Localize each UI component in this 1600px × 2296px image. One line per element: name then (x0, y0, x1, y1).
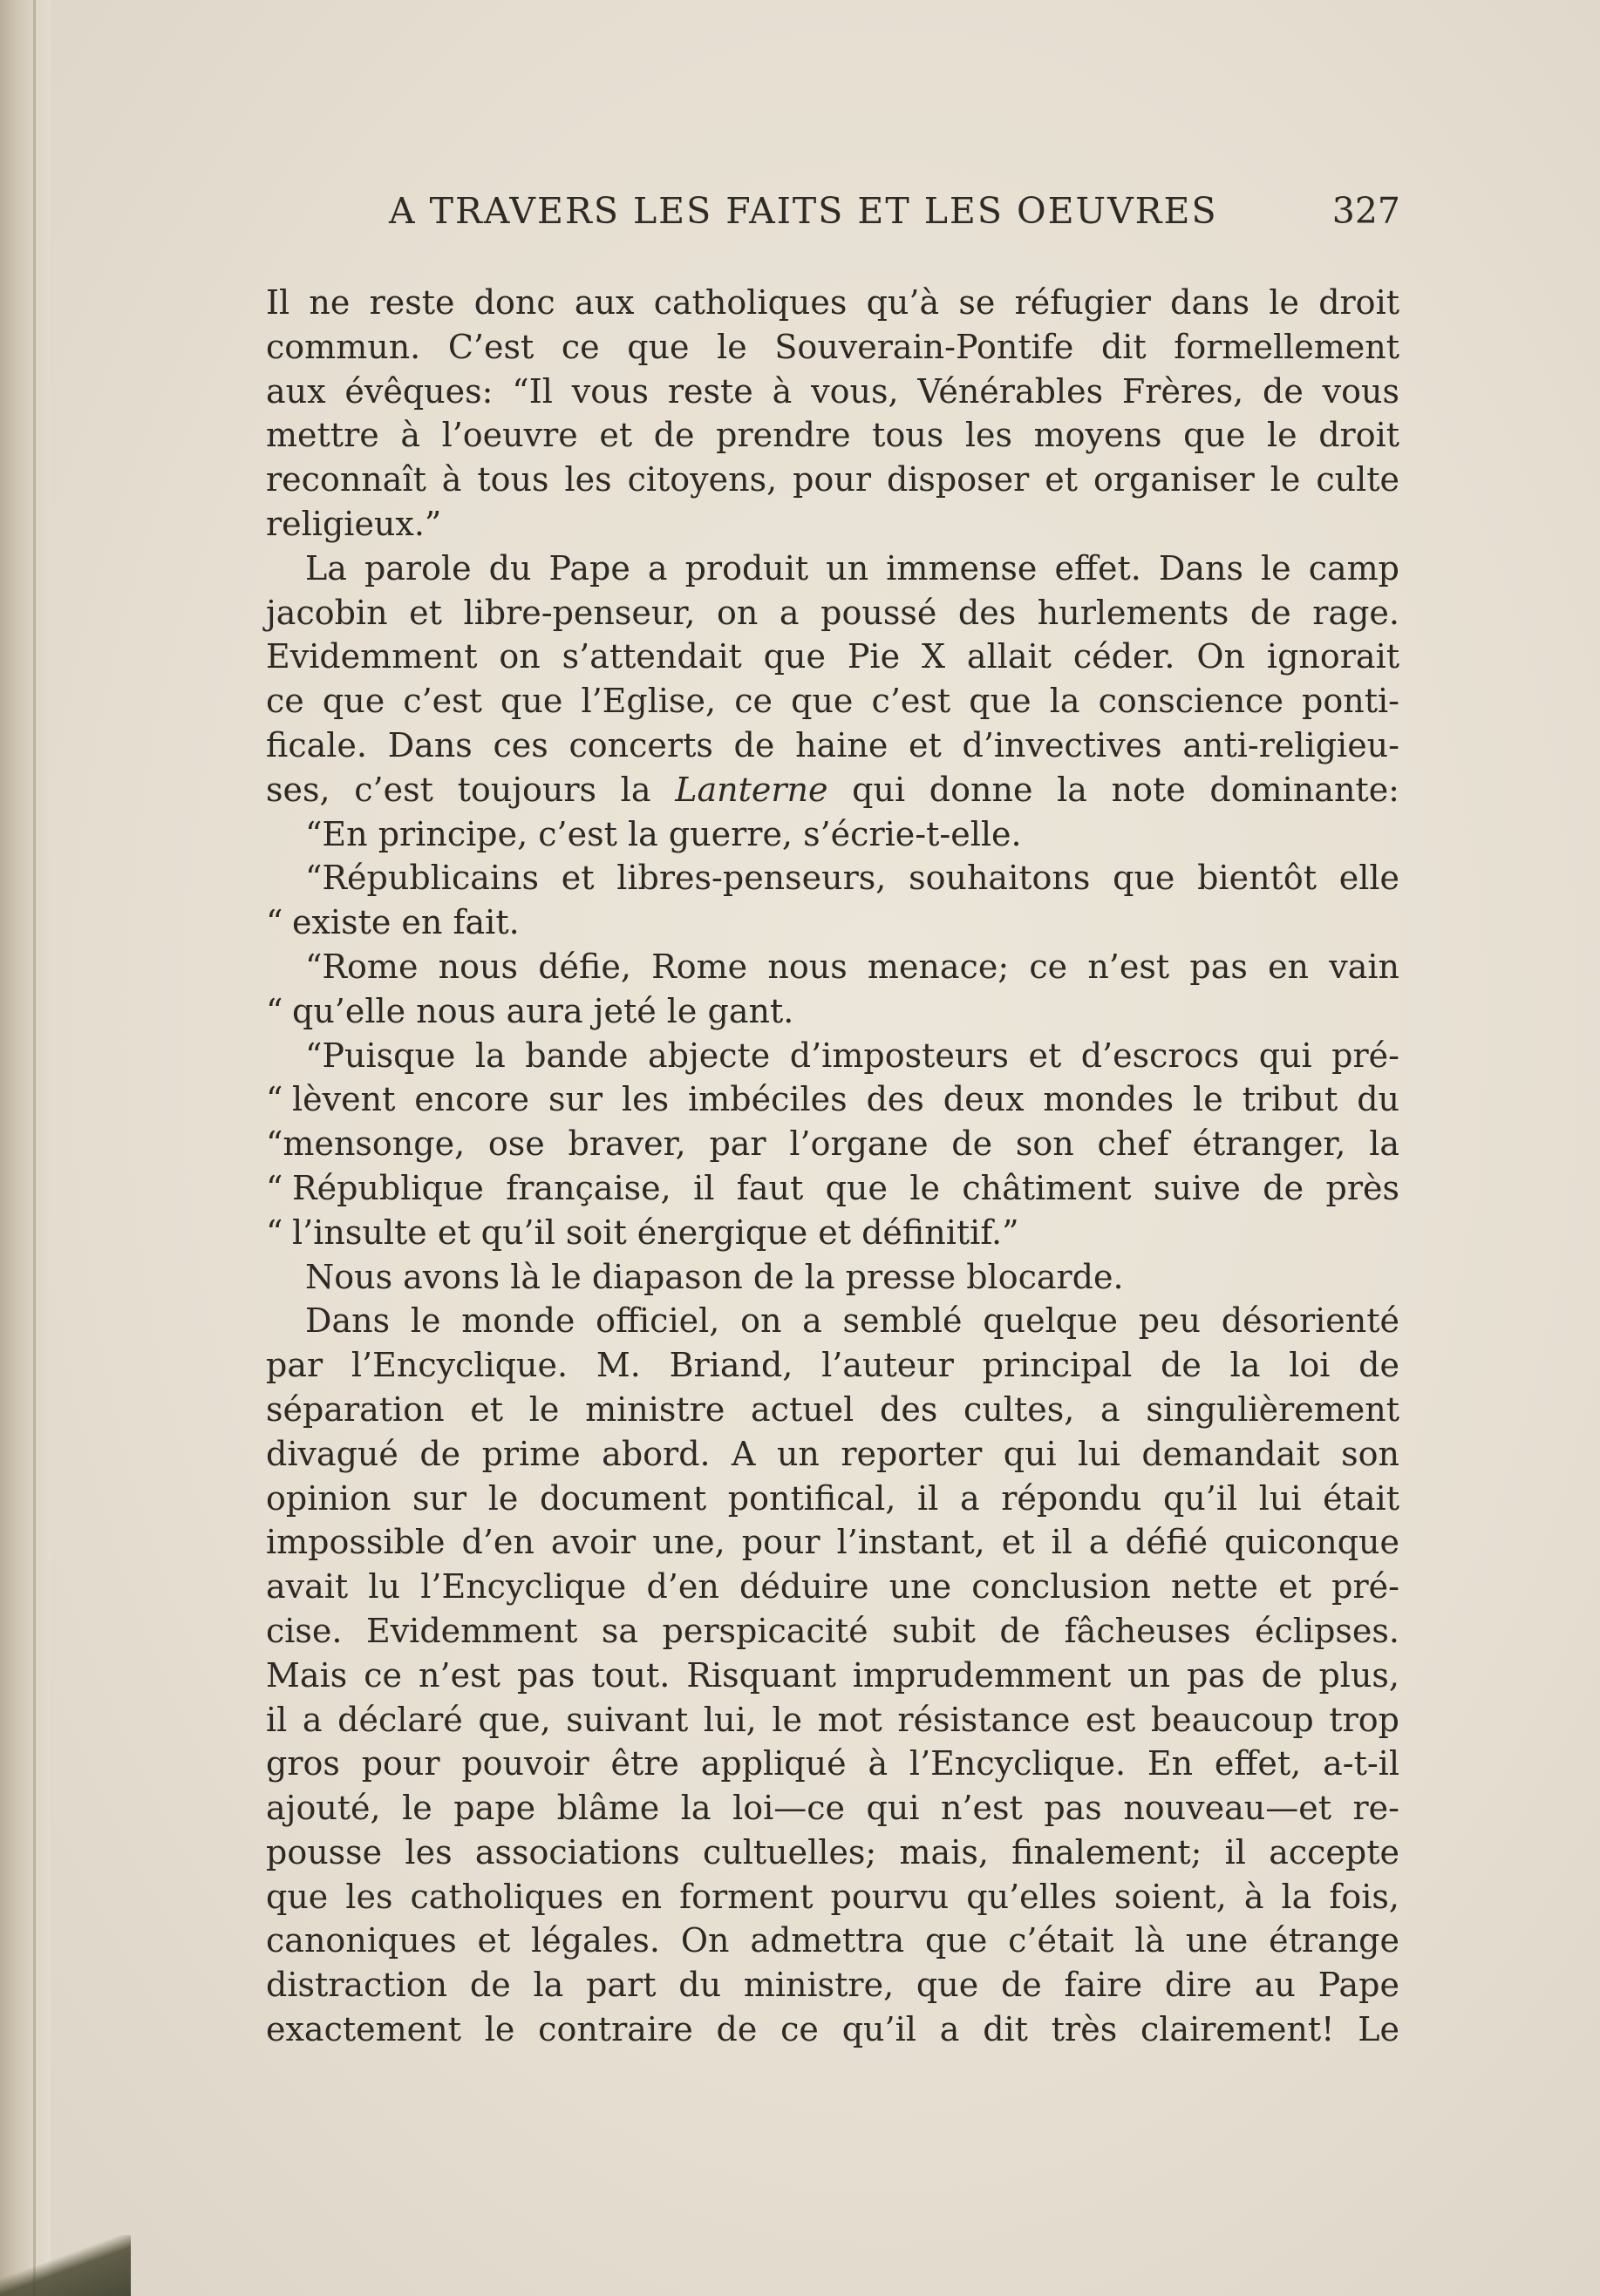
text-line: “mensonge, ose braver, par l’organe de son chef étranger, la (266, 1124, 1399, 1164)
text-line: distraction de la part du ministre, que de faire dire au Pape (266, 1966, 1399, 2005)
text-line: Nous avons là le diapason de la presse blocarde. (305, 1257, 1124, 1296)
text-line: jacobin et libre-penseur, on a poussé des hurlements de rage. (266, 593, 1399, 632)
text-line-composite (266, 1077, 1399, 1122)
text-line: ce que c’est que l’Eglise, ce que c’est que la conscience ponti- (266, 682, 1399, 721)
text-line-composite (266, 1166, 1399, 1211)
page-number: 327 (1331, 190, 1400, 232)
text-segment: qui donne la note dominante: (852, 770, 1399, 809)
text-line: “Rome nous défie, Rome nous menace; ce n’est pas en vain (305, 947, 1399, 986)
text-line-composite (266, 989, 1399, 1034)
text-line: “Puisque la bande abjecte d’imposteurs et d’escrocs qui pré- (305, 1036, 1399, 1075)
text-line: religieux.” (266, 504, 442, 543)
text-line: opinion sur le document pontifical, il a répondu qu’il lui était (266, 1478, 1399, 1518)
cover-corner (0, 2235, 131, 2296)
text-line: “Républicains et libres-penseurs, souhaitons que bientôt elle (305, 859, 1399, 898)
text-line: “En principe, c’est la guerre, s’écrie-t-elle. (305, 814, 1022, 853)
text-line: ajouté, le pape blâme la loi—ce qui n’est pas nouveau—et re- (266, 1789, 1399, 1828)
quote-mark: “ (266, 991, 283, 1030)
text-line: Evidemment on s’attendait que Pie X allait céder. On ignorait (266, 637, 1399, 676)
text-line: pousse les associations cultuelles; mais, finalement; il accepte (266, 1832, 1399, 1871)
text-segment: qu’elle nous aura jeté le gant. (292, 991, 794, 1030)
quote-mark: “ (266, 903, 283, 942)
body-text (266, 281, 1399, 2052)
text-line: Mais ce n’est pas tout. Risquant imprudemment un pas de plus, (266, 1655, 1399, 1695)
text-line: reconnaît à tous les citoyens, pour disposer et organiser le culte (266, 460, 1399, 499)
text-segment: existe en fait. (292, 903, 520, 942)
text-line: mettre à l’oeuvre et de prendre tous les moyens que le droit (266, 416, 1399, 455)
text-line: canoniques et légales. On admettra que c’était là une étrange (266, 1921, 1399, 1960)
text-line: La parole du Pape a produit un immense effet. Dans le camp (305, 548, 1399, 588)
book-spine (0, 0, 51, 2296)
text-line: impossible d’en avoir une, pour l’instant, et il a défié quiconque (266, 1523, 1399, 1562)
text-segment: République française, il faut que le châtiment suive de près (292, 1168, 1399, 1207)
running-title: A TRAVERS LES FAITS ET LES OEUVRES (389, 190, 1218, 232)
quote-mark: “ (266, 1080, 283, 1119)
text-segment: lèvent encore sur les imbéciles des deux mondes le tribut du (292, 1080, 1399, 1119)
text-line: il a déclaré que, suivant lui, le mot résistance est beaucoup trop (266, 1700, 1399, 1739)
text-line: exactement le contraire de ce qu’il a dit très clairement! Le (266, 2010, 1399, 2049)
text-line: cise. Evidemment sa perspicacité subit de fâcheuses éclipses. (266, 1611, 1399, 1650)
newspaper-title: Lanterne (675, 770, 828, 809)
spine-edge-line (33, 0, 36, 2296)
running-head (389, 190, 1400, 242)
text-line: gros pour pouvoir être appliqué à l’Encyclique. En effet, a-t-il (266, 1744, 1399, 1783)
text-line: avait lu l’Encyclique d’en déduire une conclusion nette et pré- (266, 1567, 1399, 1607)
text-line: commun. C’est ce que le Souverain-Pontife dit formellement (266, 327, 1399, 366)
text-line: ficale. Dans ces concerts de haine et d’invectives anti-religieu- (266, 725, 1399, 764)
text-line: séparation et le ministre actuel des cultes, a singulièrement (266, 1389, 1399, 1429)
text-line: Dans le monde officiel, on a semblé quelque peu désorienté (305, 1301, 1399, 1341)
text-line: divagué de prime abord. A un reporter qui lui demandait son (266, 1434, 1399, 1473)
text-line-composite (266, 1211, 1399, 1255)
text-line: que les catholiques en forment pourvu qu’elles soient, à la fois, (266, 1877, 1399, 1916)
text-segment: ses, c’est toujours la (266, 770, 651, 809)
text-line: par l’Encyclique. M. Briand, l’auteur principal de la loi de (266, 1346, 1399, 1385)
text-line-composite (266, 900, 1399, 945)
text-line: Il ne reste donc aux catholiques qu’à se réfugier dans le droit (266, 283, 1399, 322)
text-segment: l’insulte et qu’il soit énergique et définitif.” (292, 1213, 1019, 1252)
quote-mark: “ (266, 1213, 283, 1252)
quote-mark: “ (266, 1168, 283, 1207)
text-line-composite (266, 768, 1399, 812)
text-line: aux évêques: “Il vous reste à vous, Vénérables Frères, de vous (266, 371, 1399, 411)
